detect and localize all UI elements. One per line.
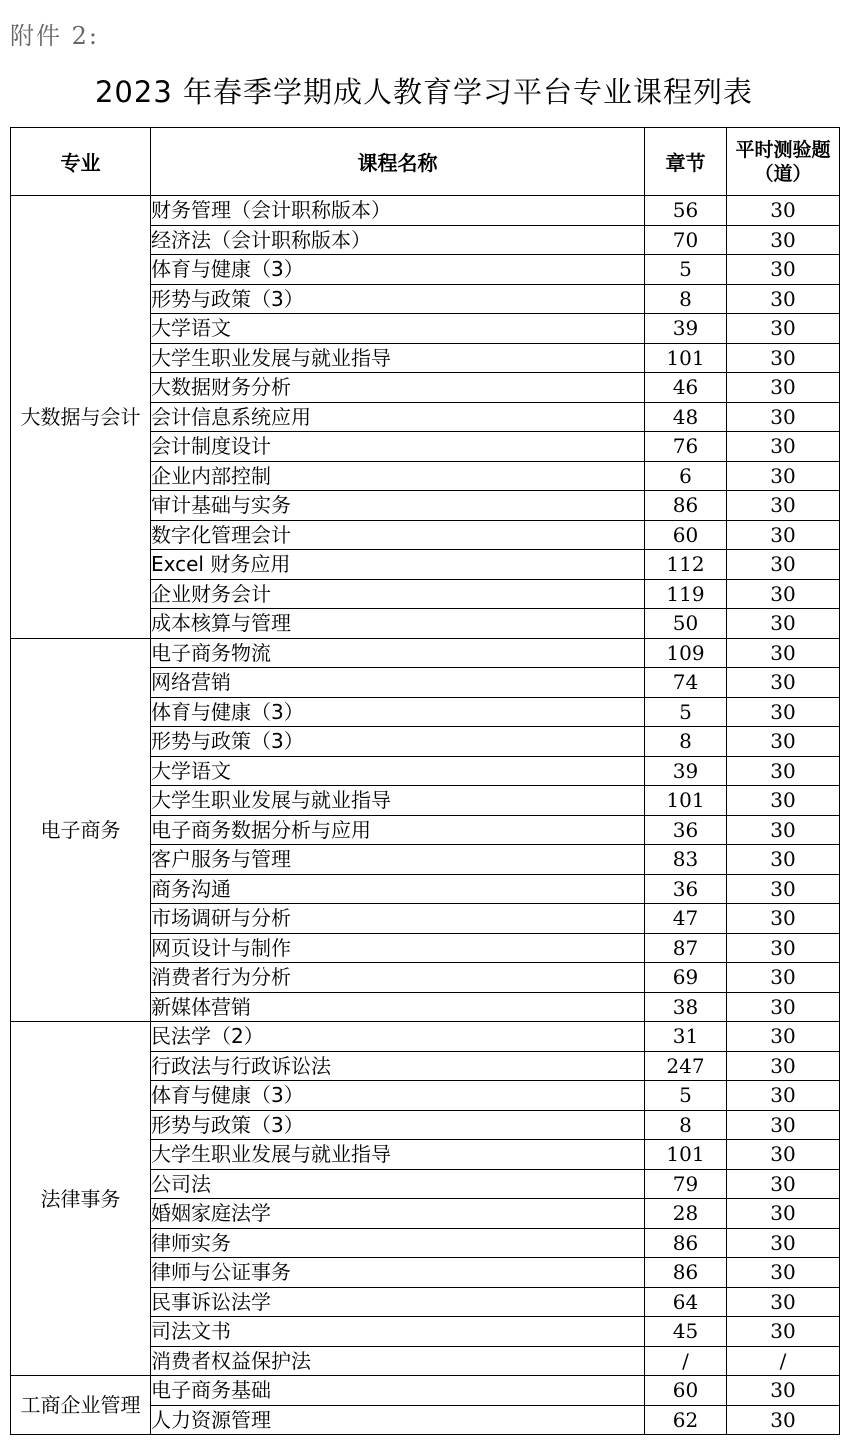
quiz-count-cell: 30 (727, 609, 840, 639)
course-name-cell: 网络营销 (151, 668, 645, 698)
chapters-cell: 39 (645, 756, 727, 786)
quiz-count-cell: 30 (727, 196, 840, 226)
course-name-cell: 消费者权益保护法 (151, 1346, 645, 1376)
chapters-cell: 38 (645, 992, 727, 1022)
quiz-count-cell: 30 (727, 1169, 840, 1199)
quiz-count-cell: 30 (727, 1140, 840, 1170)
chapters-cell: 56 (645, 196, 727, 226)
course-name-cell: 财务管理（会计职称版本） (151, 196, 645, 226)
course-name-cell: 网页设计与制作 (151, 933, 645, 963)
course-name-cell: 审计基础与实务 (151, 491, 645, 521)
quiz-count-cell: 30 (727, 579, 840, 609)
course-name-cell: 体育与健康（3） (151, 1081, 645, 1111)
course-name-cell: 形势与政策（3） (151, 1110, 645, 1140)
chapters-cell: 62 (645, 1405, 727, 1435)
course-name-cell: 电子商务基础 (151, 1376, 645, 1406)
quiz-count-cell: 30 (727, 963, 840, 993)
course-name-cell: 大数据财务分析 (151, 373, 645, 403)
course-name-cell: 大学生职业发展与就业指导 (151, 786, 645, 816)
chapters-cell: 47 (645, 904, 727, 934)
quiz-count-cell: 30 (727, 874, 840, 904)
major-cell: 大数据与会计 (11, 196, 151, 639)
chapters-cell: 109 (645, 638, 727, 668)
course-name-cell: 形势与政策（3） (151, 727, 645, 757)
chapters-cell: 50 (645, 609, 727, 639)
course-name-cell: 形势与政策（3） (151, 284, 645, 314)
quiz-count-cell: 30 (727, 786, 840, 816)
chapters-cell: 60 (645, 1376, 727, 1406)
table-body (11, 196, 840, 1435)
course-name-cell: 司法文书 (151, 1317, 645, 1347)
chapters-cell: 86 (645, 1228, 727, 1258)
course-name-cell: 民事诉讼法学 (151, 1287, 645, 1317)
chapters-cell: 79 (645, 1169, 727, 1199)
chapters-cell: 64 (645, 1287, 727, 1317)
course-name-cell: 企业财务会计 (151, 579, 645, 609)
course-name-cell: 会计制度设计 (151, 432, 645, 462)
quiz-count-cell: 30 (727, 1022, 840, 1052)
course-name-cell: 数字化管理会计 (151, 520, 645, 550)
quiz-count-cell: 30 (727, 314, 840, 344)
quiz-count-cell: 30 (727, 697, 840, 727)
chapters-cell: 83 (645, 845, 727, 875)
course-name-cell: 律师实务 (151, 1228, 645, 1258)
chapters-cell: 5 (645, 255, 727, 285)
course-name-cell: 婚姻家庭法学 (151, 1199, 645, 1229)
chapters-cell: 5 (645, 697, 727, 727)
quiz-count-cell: 30 (727, 1199, 840, 1229)
chapters-cell: 8 (645, 1110, 727, 1140)
chapters-cell: 8 (645, 284, 727, 314)
course-name-cell: 企业内部控制 (151, 461, 645, 491)
chapters-cell: 86 (645, 491, 727, 521)
quiz-count-cell: 30 (727, 992, 840, 1022)
course-name-cell: 成本核算与管理 (151, 609, 645, 639)
quiz-count-cell: 30 (727, 255, 840, 285)
quiz-count-cell: 30 (727, 845, 840, 875)
course-name-cell: 公司法 (151, 1169, 645, 1199)
course-name-cell: Excel 财务应用 (151, 550, 645, 580)
chapters-cell: 6 (645, 461, 727, 491)
attachment-label: 附件 2: (10, 22, 99, 50)
table-row (11, 638, 840, 668)
chapters-cell: 70 (645, 225, 727, 255)
major-cell: 工商企业管理 (11, 1376, 151, 1435)
chapters-cell: 60 (645, 520, 727, 550)
quiz-count-cell: 30 (727, 1110, 840, 1140)
chapters-cell: 101 (645, 1140, 727, 1170)
quiz-count-cell: / (727, 1346, 840, 1376)
course-name-cell: 会计信息系统应用 (151, 402, 645, 432)
header-chapters: 章节 (645, 128, 727, 196)
chapters-cell: 36 (645, 874, 727, 904)
quiz-count-cell: 30 (727, 904, 840, 934)
course-name-cell: 客户服务与管理 (151, 845, 645, 875)
chapters-cell: 46 (645, 373, 727, 403)
chapters-cell: 101 (645, 786, 727, 816)
table-row (11, 196, 840, 226)
course-name-cell: 律师与公证事务 (151, 1258, 645, 1288)
course-table (10, 127, 840, 1435)
chapters-cell: 112 (645, 550, 727, 580)
quiz-count-cell: 30 (727, 432, 840, 462)
major-cell: 电子商务 (11, 638, 151, 1022)
quiz-count-cell: 30 (727, 1051, 840, 1081)
header-course-name: 课程名称 (151, 128, 645, 196)
chapters-cell: 36 (645, 815, 727, 845)
chapters-cell: 8 (645, 727, 727, 757)
quiz-count-cell: 30 (727, 1287, 840, 1317)
course-name-cell: 新媒体营销 (151, 992, 645, 1022)
quiz-count-cell: 30 (727, 402, 840, 432)
header-major: 专业 (11, 128, 151, 196)
course-name-cell: 电子商务数据分析与应用 (151, 815, 645, 845)
chapters-cell: 31 (645, 1022, 727, 1052)
quiz-count-cell: 30 (727, 1405, 840, 1435)
course-name-cell: 体育与健康（3） (151, 697, 645, 727)
course-name-cell: 电子商务物流 (151, 638, 645, 668)
course-name-cell: 市场调研与分析 (151, 904, 645, 934)
quiz-count-cell: 30 (727, 225, 840, 255)
course-name-cell: 人力资源管理 (151, 1405, 645, 1435)
quiz-count-cell: 30 (727, 461, 840, 491)
quiz-count-cell: 30 (727, 933, 840, 963)
chapters-cell: 28 (645, 1199, 727, 1229)
quiz-count-cell: 30 (727, 727, 840, 757)
quiz-count-cell: 30 (727, 1081, 840, 1111)
course-name-cell: 大学语文 (151, 756, 645, 786)
table-row (11, 1376, 840, 1406)
quiz-count-cell: 30 (727, 284, 840, 314)
quiz-count-cell: 30 (727, 343, 840, 373)
quiz-count-cell: 30 (727, 373, 840, 403)
quiz-count-cell: 30 (727, 756, 840, 786)
quiz-count-cell: 30 (727, 1258, 840, 1288)
course-name-cell: 大学语文 (151, 314, 645, 344)
quiz-count-cell: 30 (727, 1317, 840, 1347)
chapters-cell: 39 (645, 314, 727, 344)
page-title: 2023 年春季学期成人教育学习平台专业课程列表 (94, 75, 754, 109)
chapters-cell: 101 (645, 343, 727, 373)
chapters-cell: 119 (645, 579, 727, 609)
quiz-count-cell: 30 (727, 1376, 840, 1406)
course-name-cell: 商务沟通 (151, 874, 645, 904)
course-name-cell: 体育与健康（3） (151, 255, 645, 285)
chapters-cell: 74 (645, 668, 727, 698)
course-name-cell: 经济法（会计职称版本） (151, 225, 645, 255)
quiz-count-cell: 30 (727, 638, 840, 668)
quiz-count-cell: 30 (727, 520, 840, 550)
quiz-count-cell: 30 (727, 668, 840, 698)
course-name-cell: 大学生职业发展与就业指导 (151, 1140, 645, 1170)
header-row (11, 128, 840, 196)
header-quiz-count: 平时测验题（道） (727, 128, 840, 196)
quiz-count-cell: 30 (727, 491, 840, 521)
chapters-cell: 86 (645, 1258, 727, 1288)
course-name-cell: 民法学（2） (151, 1022, 645, 1052)
quiz-count-cell: 30 (727, 550, 840, 580)
chapters-cell: 87 (645, 933, 727, 963)
chapters-cell: / (645, 1346, 727, 1376)
table-row (11, 1022, 840, 1052)
course-name-cell: 大学生职业发展与就业指导 (151, 343, 645, 373)
course-name-cell: 消费者行为分析 (151, 963, 645, 993)
quiz-count-cell: 30 (727, 1228, 840, 1258)
major-cell: 法律事务 (11, 1022, 151, 1376)
chapters-cell: 69 (645, 963, 727, 993)
chapters-cell: 5 (645, 1081, 727, 1111)
chapters-cell: 247 (645, 1051, 727, 1081)
chapters-cell: 45 (645, 1317, 727, 1347)
course-name-cell: 行政法与行政诉讼法 (151, 1051, 645, 1081)
quiz-count-cell: 30 (727, 815, 840, 845)
chapters-cell: 76 (645, 432, 727, 462)
chapters-cell: 48 (645, 402, 727, 432)
